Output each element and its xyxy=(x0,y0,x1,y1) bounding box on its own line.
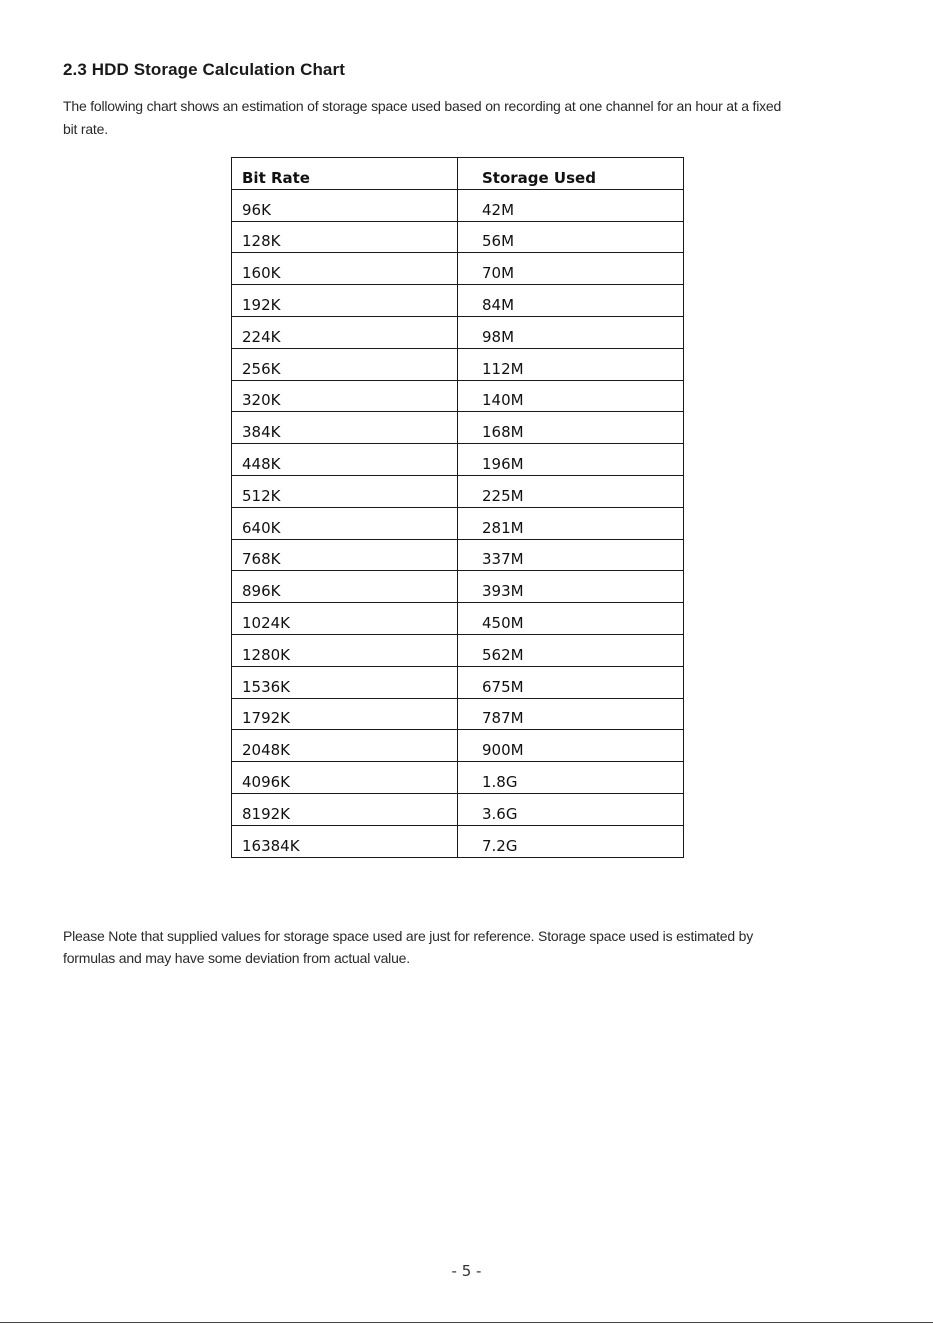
bit-rate-cell: 224K xyxy=(232,316,458,348)
bit-rate-cell: 448K xyxy=(232,444,458,476)
table-row xyxy=(232,348,684,380)
bit-rate-cell: 4096K xyxy=(232,762,458,794)
storage-used-cell: 168M xyxy=(458,412,684,444)
bit-rate-cell: 384K xyxy=(232,412,458,444)
storage-used-cell: 140M xyxy=(458,380,684,412)
storage-used-cell: 562M xyxy=(458,634,684,666)
table-row xyxy=(232,285,684,317)
bit-rate-cell: 192K xyxy=(232,285,458,317)
storage-used-cell: 84M xyxy=(458,285,684,317)
bit-rate-cell: 1536K xyxy=(232,666,458,698)
storage-calculation-table xyxy=(231,157,684,858)
bit-rate-cell: 256K xyxy=(232,348,458,380)
table-row xyxy=(232,730,684,762)
storage-used-cell: 7.2G xyxy=(458,825,684,857)
storage-used-cell: 337M xyxy=(458,539,684,571)
table-row xyxy=(232,698,684,730)
table-header-row xyxy=(232,158,684,190)
reference-note: Please Note that supplied values for storage space used are just for reference. Storage space used is estimated by formulas and may have some deviation from actual value. xyxy=(63,928,754,966)
storage-used-cell: 787M xyxy=(458,698,684,730)
table-row xyxy=(232,189,684,221)
column-header-bit-rate: Bit Rate xyxy=(232,158,458,190)
storage-used-cell: 281M xyxy=(458,507,684,539)
bit-rate-cell: 2048K xyxy=(232,730,458,762)
table-row xyxy=(232,539,684,571)
table-row xyxy=(232,571,684,603)
storage-used-cell: 112M xyxy=(458,348,684,380)
storage-used-cell: 1.8G xyxy=(458,762,684,794)
storage-used-cell: 3.6G xyxy=(458,793,684,825)
column-header-storage-used: Storage Used xyxy=(458,158,684,190)
table-row xyxy=(232,253,684,285)
table-row xyxy=(232,380,684,412)
table-row xyxy=(232,825,684,857)
bit-rate-cell: 1280K xyxy=(232,634,458,666)
bit-rate-cell: 1792K xyxy=(232,698,458,730)
table-row xyxy=(232,475,684,507)
bit-rate-cell: 640K xyxy=(232,507,458,539)
table-row xyxy=(232,762,684,794)
storage-used-cell: 393M xyxy=(458,571,684,603)
storage-used-cell: 98M xyxy=(458,316,684,348)
table-row xyxy=(232,603,684,635)
bit-rate-cell: 128K xyxy=(232,221,458,253)
table-row xyxy=(232,666,684,698)
storage-used-cell: 675M xyxy=(458,666,684,698)
table-row xyxy=(232,412,684,444)
bit-rate-cell: 512K xyxy=(232,475,458,507)
storage-used-cell: 225M xyxy=(458,475,684,507)
storage-used-cell: 42M xyxy=(458,189,684,221)
storage-used-cell: 900M xyxy=(458,730,684,762)
bit-rate-cell: 896K xyxy=(232,571,458,603)
table-row xyxy=(232,793,684,825)
footer-divider xyxy=(0,1322,933,1323)
storage-used-cell: 70M xyxy=(458,253,684,285)
table-row xyxy=(232,634,684,666)
storage-used-cell: 196M xyxy=(458,444,684,476)
table-row xyxy=(232,507,684,539)
page-number: - 5 - xyxy=(451,1262,482,1280)
bit-rate-cell: 1024K xyxy=(232,603,458,635)
table-row xyxy=(232,221,684,253)
storage-used-cell: 450M xyxy=(458,603,684,635)
table-row xyxy=(232,316,684,348)
bit-rate-cell: 320K xyxy=(232,380,458,412)
table-row xyxy=(232,444,684,476)
bit-rate-cell: 768K xyxy=(232,539,458,571)
bit-rate-cell: 96K xyxy=(232,189,458,221)
bit-rate-cell: 8192K xyxy=(232,793,458,825)
intro-paragraph: The following chart shows an estimation of storage space used based on recording at one channel for an hour at a fixed bit rate. xyxy=(63,98,782,137)
bit-rate-cell: 160K xyxy=(232,253,458,285)
section-title: 2.3 HDD Storage Calculation Chart xyxy=(63,60,345,79)
storage-used-cell: 56M xyxy=(458,221,684,253)
bit-rate-cell: 16384K xyxy=(232,825,458,857)
